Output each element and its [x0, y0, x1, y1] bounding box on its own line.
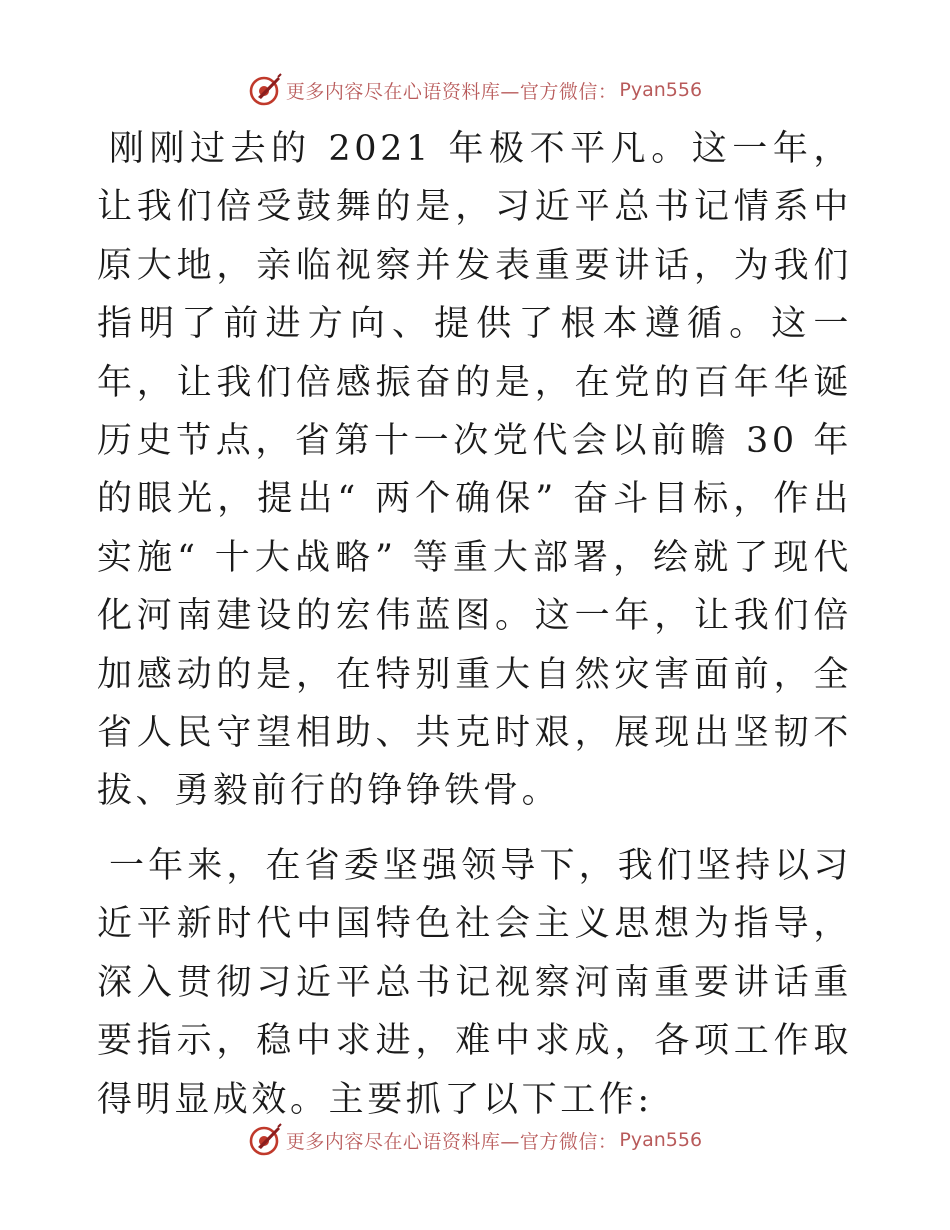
footer-wechat-id: Pyan556	[619, 1129, 703, 1151]
document-body	[97, 120, 852, 1129]
paragraph-1: 刚刚过去的 2021 年极不平凡。这一年，让我们倍受鼓舞的是，习近平总书记情系中原大地，亲临视察并发表重要讲话，为我们指明了前进方向、提供了根本遵循。这一年，让我们倍感振奋的是，在党的百年华诞历史节点，省第十一次党代会以前瞻 30 年的眼光，提出“ 两个确保” 奋斗目标，作出实施“ 十大战略” 等重大部署，绘就了现代化河南建设的宏伟蓝图。这一年，让我们倍加感动的是，在特别重大自然灾害面前，全省人民守望相助、共克时艰，展现出坚韧不拔、勇毅前行的铮铮铁骨。	[97, 129, 852, 812]
footer-banner-text: 更多内容尽在心语资料库—官方微信：	[285, 1130, 618, 1153]
quill-pen-logo-icon	[248, 73, 282, 107]
header-banner-text: 更多内容尽在心语资料库—官方微信：	[285, 80, 618, 103]
footer-banner	[0, 1120, 950, 1160]
header-wechat-id: Pyan556	[619, 79, 703, 101]
header-banner	[0, 70, 950, 110]
quill-pen-logo-icon	[248, 1123, 282, 1157]
paragraph-2: 一年来，在省委坚强领导下，我们坚持以习近平新时代中国特色社会主义思想为指导，深入贯彻习近平总书记视察河南重要讲话重要指示，稳中求进，难中求成，各项工作取得明显成效。主要抓了以下工作:	[97, 845, 852, 1120]
